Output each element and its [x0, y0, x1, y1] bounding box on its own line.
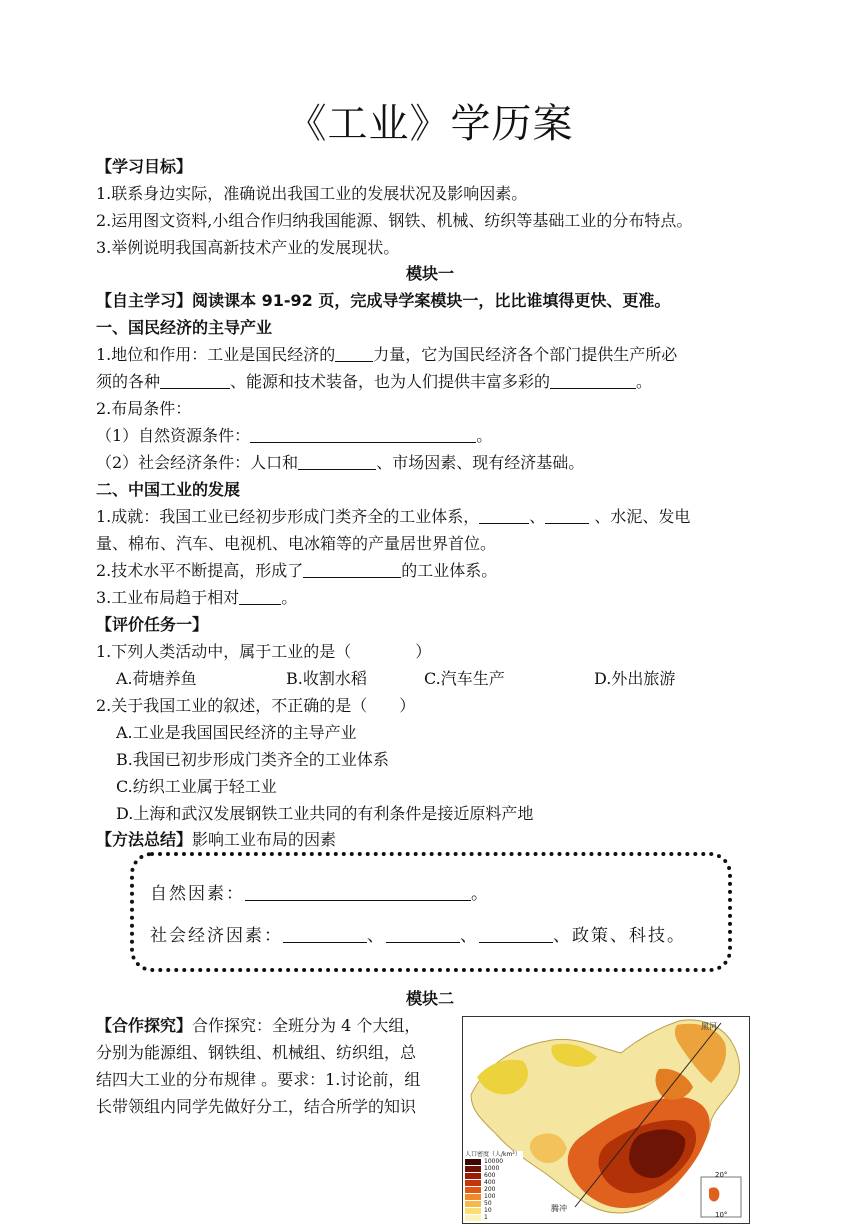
separator: 、 [460, 926, 479, 946]
fill-blank[interactable] [239, 588, 281, 605]
legend-rows [465, 1158, 523, 1221]
coop-line: 长带领组内同学先做好分工，结合所学的知识 [96, 1097, 417, 1116]
tengchong-label: 腾冲 [551, 1204, 567, 1213]
option-a[interactable]: A.工业是我国国民经济的主导产业 [116, 723, 357, 742]
fill-blank[interactable] [283, 924, 367, 943]
legend-label: 200 [484, 1186, 496, 1193]
option-a[interactable]: A.荷塘养鱼 [116, 669, 197, 688]
coop-line: 结四大工业的分布规律 。要求：1.讨论前，组 [96, 1070, 421, 1089]
s1-q1-line1 [96, 344, 776, 366]
option-d[interactable]: D.上海和武汉发展钢铁工业共同的有利条件是接近原料产地 [116, 804, 534, 823]
goal-item: 2.运用图文资料,小组合作归纳我国能源、钢铁、机械、纺织等基础工业的分布特点。 [96, 211, 693, 230]
map-legend [465, 1151, 523, 1221]
legend-label: 50 [484, 1200, 492, 1207]
legend-item [465, 1193, 523, 1200]
fill-blank[interactable] [545, 507, 589, 524]
s1-q1-text-d: 、能源和技术装备，也为人们提供丰富多彩的 [230, 372, 551, 391]
s1-q2-1 [96, 425, 776, 447]
coop-line [96, 1015, 456, 1037]
fill-blank[interactable] [386, 924, 460, 943]
legend-item [465, 1186, 523, 1193]
fill-blank[interactable] [245, 882, 471, 901]
legend-swatch [465, 1187, 481, 1193]
fill-blank[interactable] [160, 372, 230, 389]
s1-q2-2 [96, 452, 776, 474]
social-factors-line [150, 924, 686, 948]
method-summary-box [130, 852, 732, 972]
module2-title: 模块二 [405, 989, 454, 1008]
legend-item [465, 1165, 523, 1172]
s2-q3 [96, 587, 776, 609]
coop-tag: 【合作探究】 [96, 1016, 193, 1035]
s2-q2-text-a: 2.技术水平不断提高，形成了 [96, 561, 304, 580]
legend-label: 1000 [484, 1165, 500, 1172]
s1-q2-2-text-b: 、市场因素、现有经济基础。 [376, 453, 585, 472]
legend-item [465, 1207, 523, 1214]
s1-q2-1-end: 。 [476, 426, 493, 445]
social-factors-label: 社会经济因素： [150, 926, 283, 946]
option-d[interactable]: D.外出旅游 [594, 669, 676, 688]
fill-blank[interactable] [550, 372, 636, 389]
option-c[interactable]: C.汽车生产 [424, 669, 505, 688]
legend-title: 人口密度（人/km²） [465, 1151, 521, 1158]
s2-q3-text-b: 。 [281, 588, 298, 607]
legend-label: 400 [484, 1179, 496, 1186]
s1-q1-text-a: 1.地位和作用：工业是国民经济的 [96, 345, 336, 364]
goals-heading: 【学习目标】 [96, 157, 193, 176]
latitude-20-label: 20° [715, 1171, 728, 1179]
legend-swatch [465, 1201, 481, 1207]
s2-q1-text-b: 、水泥、发电 [589, 507, 691, 526]
legend-label: 1 [484, 1214, 488, 1221]
legend-item [465, 1172, 523, 1179]
separator: 、 [367, 926, 386, 946]
self-study-line [96, 290, 776, 312]
s2-q1-line2: 量、棉布、汽车、电视机、电冰箱等的产量居世界首位。 [96, 534, 497, 553]
goal-item: 1.联系身边实际，准确说出我国工业的发展状况及影响因素。 [96, 184, 528, 203]
legend-swatch [465, 1159, 481, 1165]
natural-factors-line [150, 882, 490, 906]
goal-item: 3.举例说明我国高新技术产业的发展现状。 [96, 238, 400, 257]
s1-q1-line2 [96, 371, 776, 393]
legend-swatch [465, 1194, 481, 1200]
legend-item [465, 1214, 523, 1221]
legend-swatch [465, 1180, 481, 1186]
option-b[interactable]: B.我国已初步形成门类齐全的工业体系 [116, 750, 389, 769]
section1-heading: 一、国民经济的主导产业 [96, 318, 273, 337]
natural-factors-label: 自然因素： [150, 884, 245, 904]
s1-q2-1-text: （1）自然资源条件： [96, 426, 251, 445]
eval-q2: 2.关于我国工业的叙述，不正确的是（ ） [96, 696, 416, 715]
fill-blank[interactable] [479, 924, 553, 943]
option-b[interactable]: B.收割水稻 [286, 669, 367, 688]
legend-label: 600 [484, 1172, 496, 1179]
population-density-map [462, 1016, 750, 1224]
method-summary-line [96, 829, 776, 851]
legend-label: 10000 [484, 1158, 504, 1165]
s2-q1-line1 [96, 506, 776, 528]
legend-swatch [465, 1166, 481, 1172]
natural-factors-end: 。 [471, 884, 490, 904]
fill-blank[interactable] [303, 561, 401, 578]
s1-q1-text-e: 。 [636, 372, 653, 391]
s1-q2-2-text-a: （2）社会经济条件：人口和 [96, 453, 299, 472]
module1-title: 模块一 [405, 264, 454, 283]
legend-item [465, 1158, 523, 1165]
s2-q1-text-a: 1.成就：我国工业已经初步形成门类齐全的工业体系， [96, 507, 480, 526]
legend-item [465, 1179, 523, 1186]
method-text: 影响工业布局的因素 [192, 830, 337, 849]
coop-line: 分别为能源组、钢铁组、机械组、纺织组，总 [96, 1043, 417, 1062]
fill-blank[interactable] [335, 345, 373, 362]
self-study-tag: 【自主学习】 [96, 291, 193, 310]
method-tag: 【方法总结】 [96, 830, 193, 849]
fill-blank[interactable] [250, 426, 476, 443]
option-c[interactable]: C.纺织工业属于轻工业 [116, 777, 277, 796]
legend-swatch [465, 1173, 481, 1179]
legend-swatch [465, 1215, 481, 1221]
fill-blank[interactable] [479, 507, 529, 524]
latitude-10-label: 10° [715, 1211, 728, 1219]
section2-heading: 二、中国工业的发展 [96, 480, 241, 499]
eval-q1: 1.下列人类活动中，属于工业的是（ ） [96, 642, 432, 661]
s1-q2: 2.布局条件： [96, 399, 192, 418]
s1-q1-text-c: 须的各种 [96, 372, 161, 391]
legend-swatch [465, 1208, 481, 1214]
heihe-label: 黑河 [701, 1022, 717, 1031]
evaluation-heading: 【评价任务一】 [96, 615, 209, 634]
self-study-text: 阅读课本 91-92 页，完成导学案模块一，比比谁填得更快、更准。 [192, 291, 671, 310]
s2-q2-text-b: 的工业体系。 [401, 561, 498, 580]
legend-label: 100 [484, 1193, 496, 1200]
s2-q1-sep: 、 [529, 507, 546, 526]
s2-q3-text-a: 3.工业布局趋于相对 [96, 588, 240, 607]
coop-text: 合作探究：全班分为 4 个大组， [192, 1016, 421, 1035]
social-factors-end: 、政策、科技。 [553, 926, 686, 946]
page-title: 《工业》学历案 [286, 101, 574, 147]
legend-item [465, 1200, 523, 1207]
fill-blank[interactable] [298, 453, 376, 470]
s2-q2 [96, 560, 776, 582]
legend-label: 10 [484, 1207, 492, 1214]
s1-q1-text-b: 力量，它为国民经济各个部门提供生产所必 [373, 345, 678, 364]
